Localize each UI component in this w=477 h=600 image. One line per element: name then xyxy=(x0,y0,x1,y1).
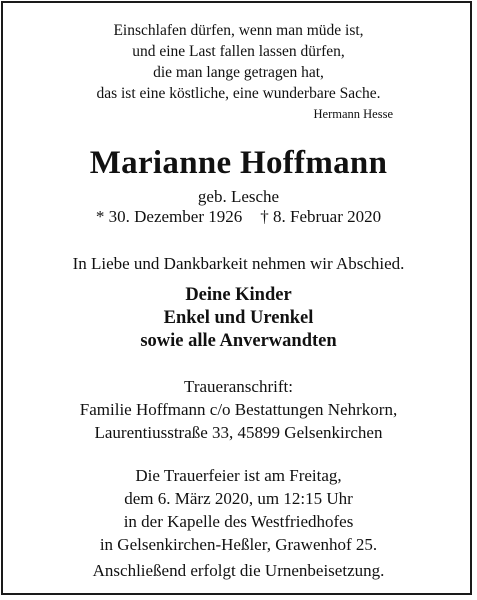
address-line: Laurentiusstraße 33, 45899 Gelsenkirchen xyxy=(94,423,383,442)
life-dates xyxy=(0,207,477,227)
deceased-name: Marianne Hoffmann xyxy=(89,145,388,181)
poem-author: Hermann Hesse xyxy=(313,107,393,121)
ceremony-line: dem 6. März 2020, um 12:15 Uhr xyxy=(124,489,353,508)
poem-line: die man lange getragen hat, xyxy=(153,64,324,81)
ceremony-line: in Gelsenkirchen-Heßler, Grawenhof 25. xyxy=(99,535,378,554)
birth-date: * 30. Dezember 1926 xyxy=(95,207,243,226)
farewell-text: In Liebe und Dankbarkeit nehmen wir Abschied. xyxy=(72,254,405,273)
ceremony-line: in der Kapelle des Westfriedhofes xyxy=(123,512,354,531)
poem-line: das ist eine köstliche, eine wunderbare Sache. xyxy=(96,85,381,102)
ceremony-line: Die Trauerfeier ist am Freitag, xyxy=(135,466,342,485)
mourner-line: Enkel und Urenkel xyxy=(163,308,314,328)
death-date: † 8. Februar 2020 xyxy=(260,207,382,226)
poem-line: Einschlafen dürfen, wenn man müde ist, xyxy=(113,22,364,39)
birth-name: geb. Lesche xyxy=(197,187,280,206)
mourner-line: Deine Kinder xyxy=(185,285,292,305)
address-line: Familie Hoffmann c/o Bestattungen Nehrkorn, xyxy=(79,400,398,419)
mourner-line: sowie alle Anverwandten xyxy=(140,331,337,351)
poem-line: und eine Last fallen lassen dürfen, xyxy=(132,43,345,60)
ceremony-line: Anschließend erfolgt die Urnenbeisetzung. xyxy=(92,561,385,580)
address-heading: Traueranschrift: xyxy=(184,377,293,396)
